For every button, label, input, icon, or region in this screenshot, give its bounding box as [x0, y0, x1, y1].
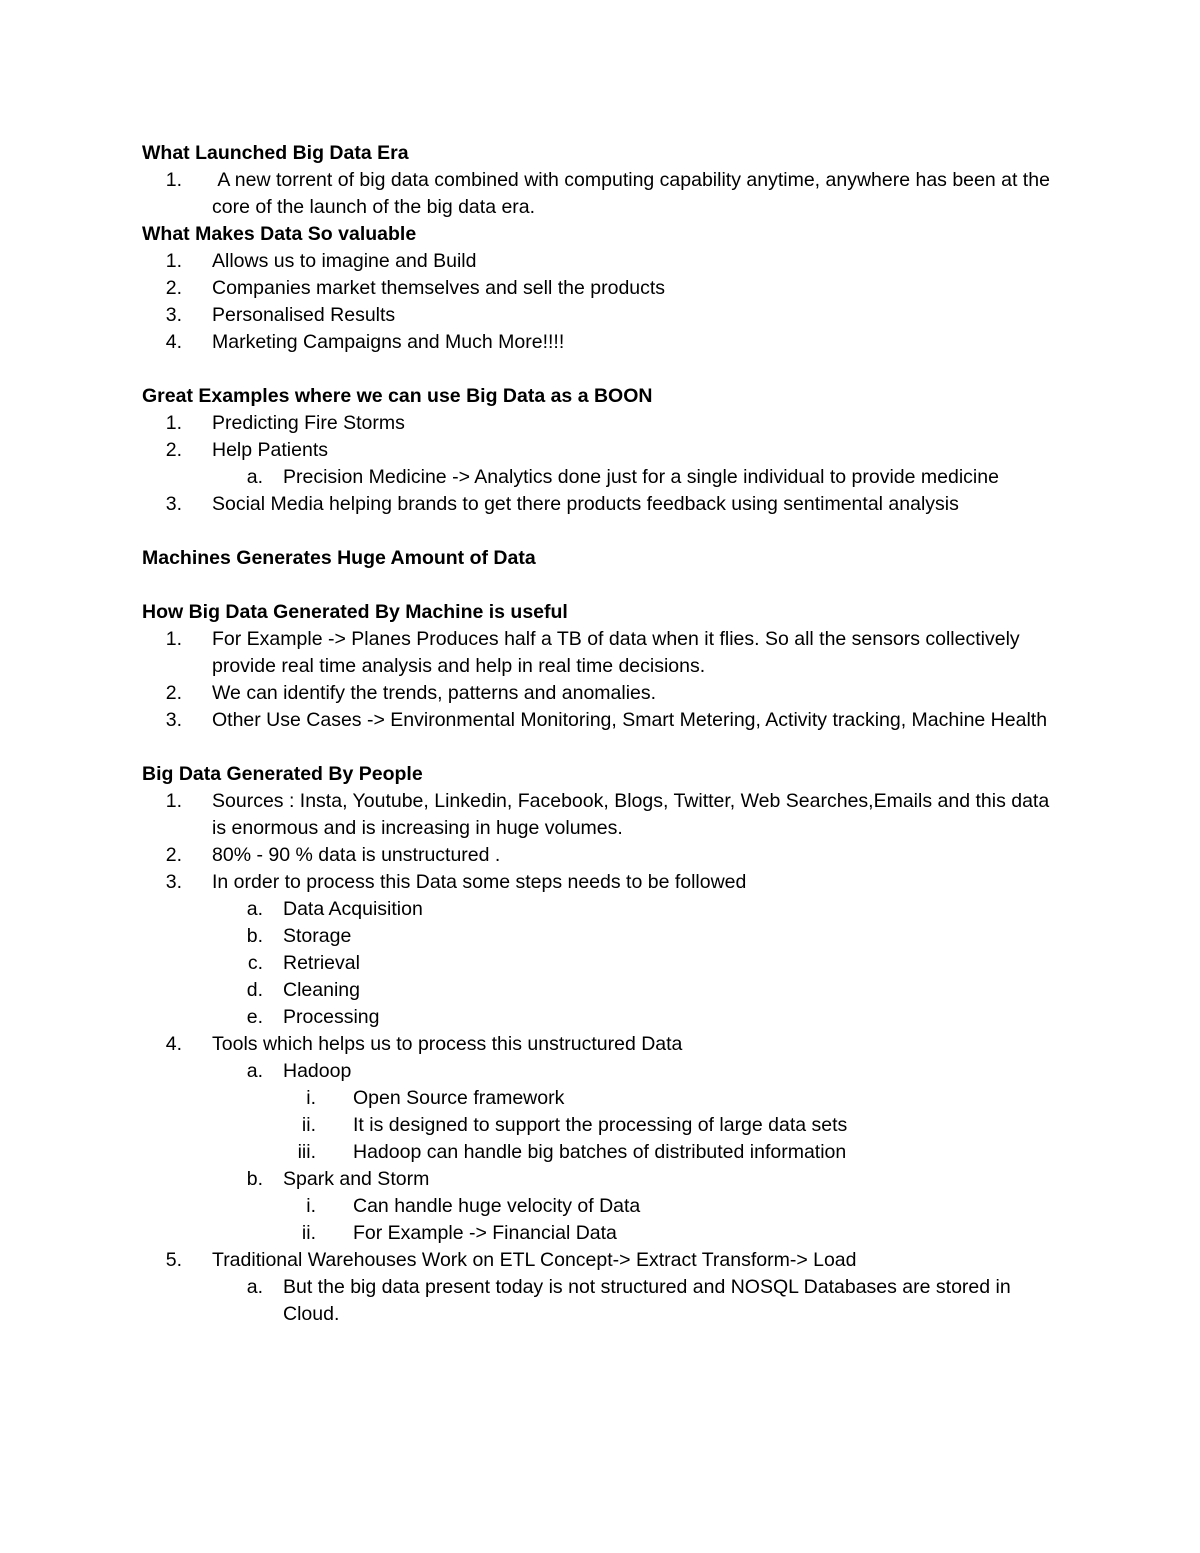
list-marker: 2.: [165, 844, 182, 866]
list-marker: a.: [246, 1276, 263, 1298]
list-item-text: Help Patients: [212, 439, 328, 461]
section-heading: How Big Data Generated By Machine is useful: [142, 601, 568, 623]
list-marker: 1.: [165, 790, 182, 812]
list-item-text: In order to process this Data some steps needs to be followed: [212, 871, 747, 893]
section-heading: What Makes Data So valuable: [142, 223, 417, 245]
list-item-text: Tools which helps us to process this unstructured Data: [212, 1033, 683, 1055]
list-item-text: Other Use Cases -> Environmental Monitoring, Smart Metering, Activity tracking, Machine Health: [212, 709, 1048, 731]
list-item-text: Retrieval: [283, 952, 360, 974]
list-marker: ii.: [301, 1114, 316, 1136]
list-marker: a.: [246, 466, 263, 488]
list-marker: a.: [246, 1060, 263, 1082]
list-marker: 3.: [165, 493, 182, 515]
list-item-text: Open Source framework: [353, 1087, 565, 1109]
list-item: [142, 1031, 1062, 1058]
list-item-text: Social Media helping brands to get there products feedback using sentimental analysis: [212, 493, 959, 515]
list-item: [142, 329, 1062, 356]
list-item: [142, 707, 1062, 734]
document-page: [142, 140, 1062, 1328]
list-marker: 1.: [165, 250, 182, 272]
sub-list-item: [142, 1004, 1062, 1031]
list-marker: 3.: [165, 871, 182, 893]
sub-sub-list-item: [142, 1139, 1062, 1166]
sub-sub-list-item: [142, 1085, 1062, 1112]
list-marker: 1.: [165, 628, 182, 650]
list-item-text: Hadoop can handle big batches of distributed information: [353, 1141, 847, 1163]
list-item-text: Companies market themselves and sell the products: [212, 277, 666, 299]
list-item-text: Can handle huge velocity of Data: [353, 1195, 641, 1217]
list-item: [142, 167, 1062, 221]
list-marker: 2.: [165, 439, 182, 461]
list-item-text: A new torrent of big data combined with computing capability anytime, anywhere has been at the core of the launch of the big data era.: [212, 169, 1056, 218]
list-item: [142, 491, 1062, 518]
list-item-text: Traditional Warehouses Work on ETL Concept-> Extract Transform-> Load: [212, 1249, 857, 1271]
list-item-text: Storage: [283, 925, 352, 947]
list-item: [142, 788, 1062, 842]
sub-list-item: [142, 950, 1062, 977]
sub-list-item: [142, 1166, 1062, 1193]
blank-line: [142, 518, 1062, 545]
list-item: [142, 437, 1062, 464]
list-item-text: Spark and Storm: [283, 1168, 430, 1190]
list-item-text: Cleaning: [283, 979, 360, 1001]
list-item-text: Predicting Fire Storms: [212, 412, 405, 434]
sub-sub-list-item: [142, 1220, 1062, 1247]
list-marker: b.: [246, 925, 263, 947]
list-item-text: Precision Medicine -> Analytics done just for a single individual to provide medicine: [283, 466, 999, 488]
list-item-text: For Example -> Financial Data: [353, 1222, 617, 1244]
list-item-text: Processing: [283, 1006, 380, 1028]
list-item: [142, 626, 1062, 680]
list-item-text: Personalised Results: [212, 304, 396, 326]
list-marker: 1.: [165, 169, 182, 191]
blank-line: [142, 572, 1062, 599]
blank-line: [142, 356, 1062, 383]
list-marker: 3.: [165, 709, 182, 731]
section-heading: Big Data Generated By People: [142, 763, 423, 785]
section-heading: What Launched Big Data Era: [142, 142, 409, 164]
list-item: [142, 680, 1062, 707]
list-item-text: It is designed to support the processing of large data sets: [353, 1114, 848, 1136]
blank-line: [142, 734, 1062, 761]
list-item: [142, 869, 1062, 896]
list-item-text: Sources : Insta, Youtube, Linkedin, Facebook, Blogs, Twitter, Web Searches,Emails and this data is enormous and is increasing in huge volumes.: [212, 790, 1050, 839]
list-marker: 5.: [165, 1249, 182, 1271]
section-heading: Machines Generates Huge Amount of Data: [142, 547, 536, 569]
list-item: [142, 275, 1062, 302]
section-heading: Great Examples where we can use Big Data as a BOON: [142, 385, 653, 407]
list-marker: 2.: [165, 277, 182, 299]
list-item-text: Data Acquisition: [283, 898, 423, 920]
list-marker: b.: [246, 1168, 263, 1190]
list-marker: i.: [306, 1087, 316, 1109]
list-item-text: Marketing Campaigns and Much More!!!!: [212, 331, 565, 353]
list-marker: iii.: [297, 1141, 316, 1163]
list-marker: a.: [246, 898, 263, 920]
list-marker: 3.: [165, 304, 182, 326]
list-marker: ii.: [301, 1222, 316, 1244]
list-item: [142, 410, 1062, 437]
list-marker: d.: [246, 979, 263, 1001]
list-marker: 4.: [165, 331, 182, 353]
list-marker: 4.: [165, 1033, 182, 1055]
list-marker: e.: [246, 1006, 263, 1028]
list-marker: 2.: [165, 682, 182, 704]
list-item-text: We can identify the trends, patterns and anomalies.: [212, 682, 657, 704]
list-item: [142, 302, 1062, 329]
list-item-text: Allows us to imagine and Build: [212, 250, 477, 272]
list-item: [142, 248, 1062, 275]
sub-list-item: [142, 977, 1062, 1004]
sub-sub-list-item: [142, 1193, 1062, 1220]
list-item-text: For Example -> Planes Produces half a TB of data when it flies. So all the sensors collectively provide real time analysis and help in real time decisions.: [212, 628, 1020, 677]
list-item: [142, 842, 1062, 869]
sub-list-item: [142, 896, 1062, 923]
sub-sub-list-item: [142, 1112, 1062, 1139]
list-marker: i.: [306, 1195, 316, 1217]
list-item-text: Hadoop: [283, 1060, 352, 1082]
list-item-text: 80% - 90 % data is unstructured .: [212, 844, 501, 866]
sub-list-item: [142, 1274, 1062, 1328]
list-item: [142, 1247, 1062, 1274]
sub-list-item: [142, 1058, 1062, 1085]
sub-list-item: [142, 923, 1062, 950]
list-marker: 1.: [165, 412, 182, 434]
list-item-text: But the big data present today is not structured and NOSQL Databases are stored in Cloud.: [283, 1276, 1011, 1325]
sub-list-item: [142, 464, 1062, 491]
list-marker: c.: [247, 952, 263, 974]
